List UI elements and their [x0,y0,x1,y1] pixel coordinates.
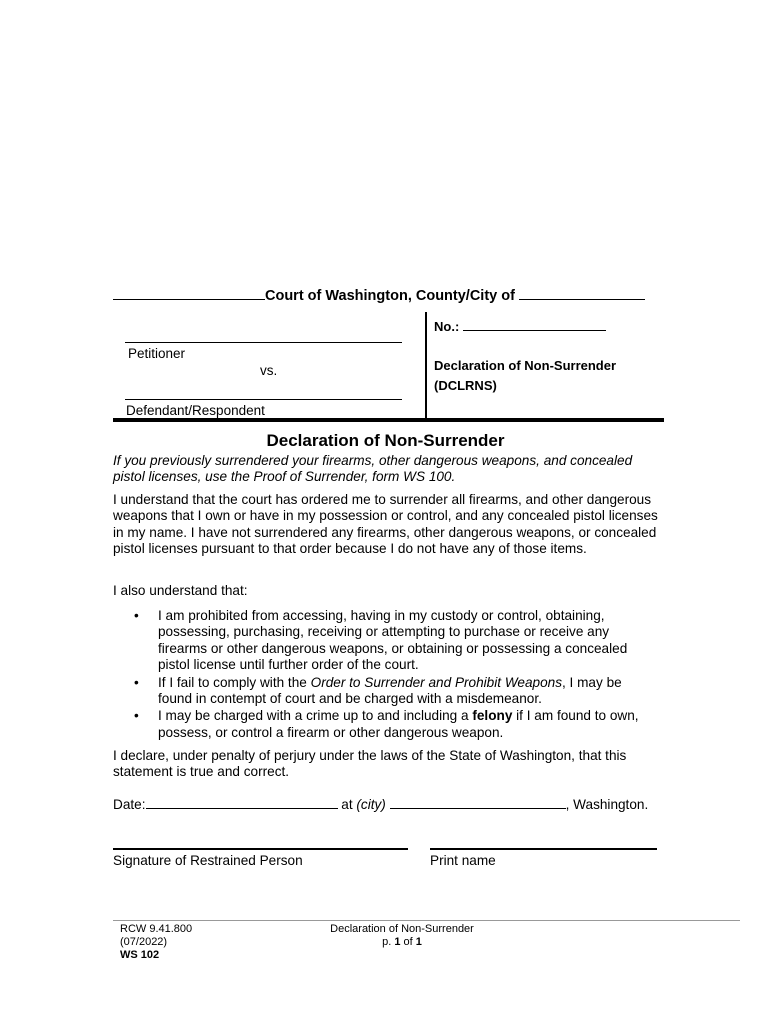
instruction-text: If you previously surrendered your firearms, other dangerous weapons, and concealed pistol licenses, use the Proof of Surrender, form WS 100. [113,453,633,485]
city-blank[interactable] [390,796,566,809]
understanding-paragraph: I understand that the court has ordered me to surrender all firearms, and other dangerous weapons that I own or have in my possession or control, and any concealed pistol licenses in my name. I have not surrendered any firearms, other dangerous weapons, or concealed pistol licenses pursuant to that order because I do not have any of those items. [113,492,658,557]
petitioner-label: Petitioner [128,346,186,361]
caption-bottom-rule [113,418,664,422]
respondent-label: Defendant/Respondent [126,403,265,418]
case-number-field [434,318,606,334]
print-name-line[interactable] [430,848,657,850]
footer-left [120,923,192,962]
bullet-icon: • [134,608,139,623]
signature-label: Signature of Restrained Person [113,853,303,868]
date-location-line: Date: at (city) , Washington. [113,797,649,812]
vs-label: vs. [260,363,278,378]
respondent-name-line[interactable] [125,399,402,400]
footer-center [302,923,502,949]
state-label: , Washington. [565,797,649,812]
list-item: • I may be charged with a crime up to and including a felony if I am found to own, possess, or control a firearm or other dangerous weapon. [134,708,639,740]
bullet-icon: • [134,708,139,724]
footer-page-number: p. 1 of 1 [382,936,422,948]
bullet-icon: • [134,674,139,690]
city-label: (city) [356,797,386,812]
also-understand-text: I also understand that: [113,583,248,598]
caption-form-code: (DCLRNS) [434,378,497,393]
petitioner-name-line[interactable] [125,342,402,343]
case-number-blank[interactable] [463,318,606,331]
conditions-list [113,608,653,741]
document-title: Declaration of Non-Surrender [266,431,505,450]
footer-form-number: WS 102 [120,949,160,961]
list-item: • I am prohibited from accessing, having in my custody or control, obtaining, possessing, purchasing, receiving or attempting to purchase or receive any firearms or other dangerous weapons, or obtaining or possessing a concealed pistol license until further order of the court. [134,608,628,673]
footer-title: Declaration of Non-Surrender [330,923,474,935]
date-blank[interactable] [146,796,338,809]
signature-line[interactable] [113,848,408,850]
caption-divider [425,312,427,419]
case-number-label: No.: [434,319,460,334]
footer-rule [113,920,740,921]
court-name-blank[interactable] [113,287,265,300]
list-item: • If I fail to comply with the Order to Surrender and Prohibit Weapons, I may be found in contempt of court and be charged with a misdemeanor. [134,674,622,707]
footer-rcw: RCW 9.41.800 [120,923,193,935]
court-heading [113,287,658,304]
caption-form-title: Declaration of Non-Surrender [434,358,617,373]
footer-revision: (07/2022) [120,936,168,948]
court-title-text: Court of Washington, County/City of [265,288,515,304]
date-label: Date: [113,797,146,812]
declaration-text: I declare, under penalty of perjury under the laws of the State of Washington, that this statement is true and correct. [113,748,627,780]
print-name-label: Print name [430,853,496,868]
county-blank[interactable] [519,287,645,300]
